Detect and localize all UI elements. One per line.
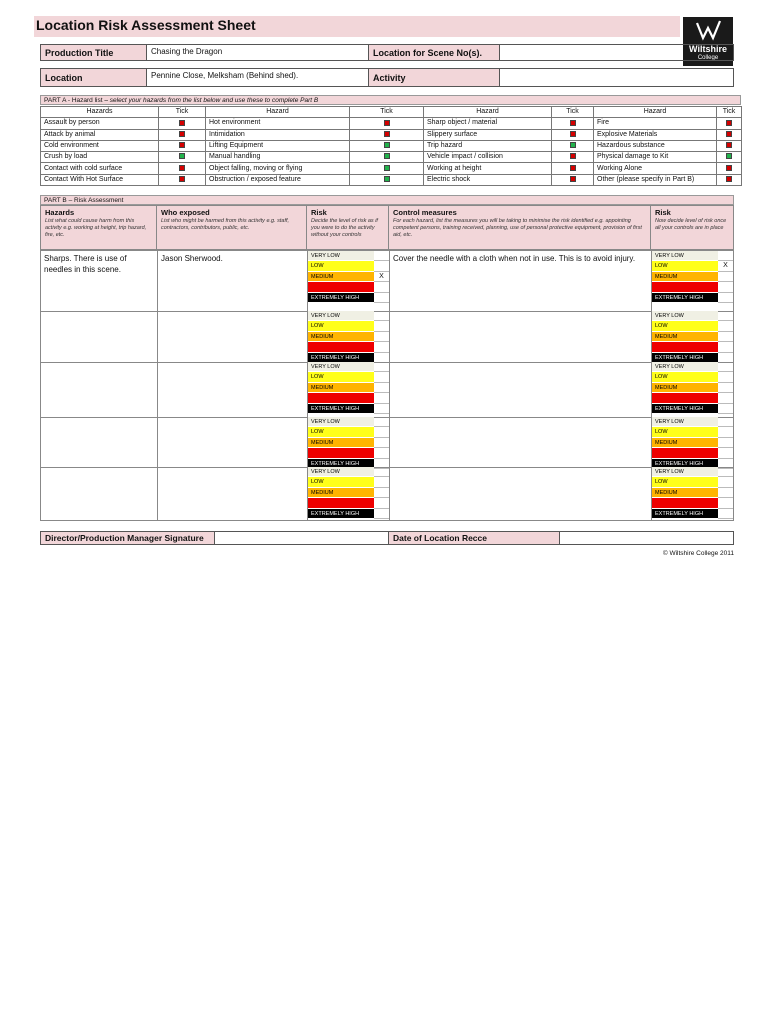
risk-mark-cell[interactable] xyxy=(374,467,389,477)
risk-mark-cell[interactable] xyxy=(718,311,733,321)
risk-after-scale xyxy=(652,251,718,303)
hazard-tick-cell xyxy=(717,174,742,185)
risk-level: MEDIUM xyxy=(308,488,374,498)
exposed-column-head xyxy=(157,206,307,251)
exposed-cell[interactable]: Jason Sherwood. xyxy=(161,254,223,263)
risk-mark-cell[interactable] xyxy=(374,448,389,458)
risk-mark-cell[interactable] xyxy=(718,509,733,519)
hazard-row xyxy=(41,129,742,140)
risk-before-scale xyxy=(308,251,374,303)
exposed-heading: Who exposed xyxy=(161,208,210,217)
hazard-tick-cell xyxy=(159,163,206,174)
risk-level: HIGH xyxy=(308,342,374,352)
hazard-row xyxy=(41,118,742,129)
activity-field[interactable] xyxy=(500,69,733,86)
risk-level: LOW xyxy=(652,427,718,437)
control-heading: Control measures xyxy=(393,208,457,217)
risk-mark-cell[interactable] xyxy=(718,393,733,403)
risk-mark-cell[interactable] xyxy=(718,417,733,427)
col-tick: Tick xyxy=(717,107,742,118)
risk-mark-cell[interactable] xyxy=(374,427,389,437)
risk-level: EXTREMELY HIGH xyxy=(308,353,374,363)
risk-before-scale-marks xyxy=(374,311,389,363)
hazard-name: Explosive Materials xyxy=(594,129,717,140)
risk-level: VERY LOW xyxy=(652,417,718,427)
hazard-tick-cell xyxy=(717,152,742,163)
logo-mark-icon xyxy=(683,19,733,41)
hazard-cell[interactable]: Sharps. There is use of needles in this scene. xyxy=(44,254,127,274)
risk-mark-cell[interactable] xyxy=(374,332,389,342)
hazard-tick-cell xyxy=(350,118,424,129)
hazard-tick-cell xyxy=(159,118,206,129)
risk-level: VERY LOW xyxy=(652,467,718,477)
risk-before-scale-marks xyxy=(374,251,389,303)
risk-level: HIGH xyxy=(652,393,718,403)
checkbox-ticked-icon[interactable] xyxy=(726,153,732,159)
risk-level: MEDIUM xyxy=(308,272,374,282)
hazard-name: Working Alone xyxy=(594,163,717,174)
checkbox-ticked-icon[interactable] xyxy=(384,142,390,148)
checkbox-unticked-icon[interactable] xyxy=(726,165,732,171)
risk-mark-cell[interactable] xyxy=(718,448,733,458)
col-hazard: Hazard xyxy=(206,107,350,118)
hazard-tick-cell xyxy=(717,118,742,129)
part-a-heading-bold: PART A - Hazard list xyxy=(44,97,103,104)
risk-mark-cell[interactable] xyxy=(718,251,733,261)
risk-level: EXTREMELY HIGH xyxy=(652,459,718,469)
hazard-name: Fire xyxy=(594,118,717,129)
col-hazard: Hazards xyxy=(41,107,159,118)
risk-mark-cell[interactable] xyxy=(374,383,389,393)
title-bar xyxy=(34,16,680,37)
control-cell[interactable]: Cover the needle with a cloth when not in use. This is to avoid injury. xyxy=(393,254,636,263)
risk-level: VERY LOW xyxy=(308,251,374,261)
risk-mark-cell[interactable] xyxy=(374,372,389,382)
risk-after-scale xyxy=(652,417,718,469)
risk-level: VERY LOW xyxy=(308,362,374,372)
hazard-tick-cell xyxy=(350,174,424,185)
checkbox-unticked-icon[interactable] xyxy=(726,176,732,182)
risk-mark-cell[interactable] xyxy=(374,498,389,508)
hazard-name: Sharp object / material xyxy=(424,118,552,129)
risk-level: MEDIUM xyxy=(652,438,718,448)
risk-mark-cell[interactable] xyxy=(374,393,389,403)
risk-level: LOW xyxy=(308,321,374,331)
hazard-tick-cell xyxy=(717,163,742,174)
risk-level: EXTREMELY HIGH xyxy=(652,293,718,303)
risk-mark-cell[interactable] xyxy=(374,311,389,321)
risk-level: HIGH xyxy=(652,282,718,292)
checkbox-unticked-icon[interactable] xyxy=(570,131,576,137)
risk-mark-cell[interactable] xyxy=(374,293,389,303)
risk-mark-cell[interactable] xyxy=(374,509,389,519)
signature-field[interactable] xyxy=(215,532,389,544)
risk-before-scale xyxy=(308,311,374,363)
control-column-head xyxy=(389,206,651,251)
hazard-row xyxy=(41,140,742,151)
checkbox-unticked-icon[interactable] xyxy=(384,120,390,126)
risk-before-scale-marks xyxy=(374,417,389,469)
hazard-name: Slippery surface xyxy=(424,129,552,140)
risk-level: VERY LOW xyxy=(308,311,374,321)
risk-level: LOW xyxy=(308,427,374,437)
risk-mark-cell[interactable] xyxy=(718,282,733,292)
checkbox-unticked-icon[interactable] xyxy=(179,120,185,126)
risk-mark-cell[interactable] xyxy=(718,383,733,393)
risk-mark-cell[interactable] xyxy=(374,342,389,352)
risk-after-column-head xyxy=(651,206,735,251)
risk-level: EXTREMELY HIGH xyxy=(308,509,374,519)
risk-level: HIGH xyxy=(308,498,374,508)
risk-mark-cell[interactable] xyxy=(718,372,733,382)
risk-level: HIGH xyxy=(652,342,718,352)
risk-mark-cell[interactable] xyxy=(718,332,733,342)
risk-after-description: Now decide level of risk once all your controls are in place xyxy=(655,218,727,231)
risk-before-scale-marks xyxy=(374,362,389,414)
risk-level: EXTREMELY HIGH xyxy=(652,353,718,363)
risk-before-description: Decide the level of risk as if you were to do the activity without your controls xyxy=(311,218,378,238)
checkbox-ticked-icon[interactable] xyxy=(570,142,576,148)
hazard-tick-cell xyxy=(552,129,594,140)
risk-level: HIGH xyxy=(652,448,718,458)
hazard-name: Intimidation xyxy=(206,129,350,140)
location-label: Location xyxy=(41,69,147,86)
risk-mark-cell[interactable] xyxy=(718,342,733,352)
risk-level: EXTREMELY HIGH xyxy=(308,459,374,469)
checkbox-unticked-icon[interactable] xyxy=(179,131,185,137)
risk-mark-cell[interactable] xyxy=(718,272,733,282)
risk-table-header xyxy=(40,205,734,250)
risk-before-heading: Risk xyxy=(311,208,327,217)
risk-mark-cell[interactable] xyxy=(374,251,389,261)
hazards-heading: Hazards xyxy=(45,208,75,217)
signature-label: Director/Production Manager Signature xyxy=(41,532,215,544)
risk-level: HIGH xyxy=(308,448,374,458)
checkbox-unticked-icon[interactable] xyxy=(179,142,185,148)
recce-date-field[interactable] xyxy=(560,532,733,544)
risk-before-scale-marks xyxy=(374,467,389,519)
hazard-row xyxy=(41,174,742,185)
risk-after-scale-marks xyxy=(718,311,733,363)
production-row xyxy=(40,44,734,61)
risk-level: VERY LOW xyxy=(652,251,718,261)
col-hazard: Hazard xyxy=(594,107,717,118)
checkbox-unticked-icon[interactable] xyxy=(179,176,185,182)
risk-level: LOW xyxy=(308,477,374,487)
location-row xyxy=(40,68,734,87)
risk-level: VERY LOW xyxy=(652,311,718,321)
risk-after-scale xyxy=(652,362,718,414)
hazard-tick-cell xyxy=(350,140,424,151)
hazard-tick-cell xyxy=(552,118,594,129)
risk-mark-cell[interactable] xyxy=(718,467,733,477)
risk-after-scale-marks xyxy=(718,362,733,414)
hazard-name: Contact With Hot Surface xyxy=(41,174,159,185)
risk-before-column-head xyxy=(307,206,389,251)
hazard-table-header xyxy=(41,107,742,118)
hazard-tick-cell xyxy=(350,163,424,174)
col-tick: Tick xyxy=(159,107,206,118)
risk-level: LOW xyxy=(652,261,718,271)
risk-after-heading: Risk xyxy=(655,208,671,217)
hazard-name: Hazardous substance xyxy=(594,140,717,151)
risk-mark-cell[interactable] xyxy=(374,321,389,331)
part-a-heading xyxy=(40,95,741,105)
risk-mark-cell[interactable]: X xyxy=(374,272,389,282)
column-divider xyxy=(157,251,158,520)
risk-mark-cell[interactable] xyxy=(374,438,389,448)
risk-after-scale-marks xyxy=(718,251,733,303)
page-title: Location Risk Assessment Sheet xyxy=(36,17,256,33)
risk-mark-cell[interactable] xyxy=(374,362,389,372)
checkbox-unticked-icon[interactable] xyxy=(570,165,576,171)
checkbox-unticked-icon[interactable] xyxy=(179,165,185,171)
hazards-column-head xyxy=(41,206,157,251)
risk-level: LOW xyxy=(652,372,718,382)
risk-mark-cell[interactable]: X xyxy=(718,261,733,271)
risk-level: MEDIUM xyxy=(652,332,718,342)
checkbox-unticked-icon[interactable] xyxy=(570,153,576,159)
risk-before-scale xyxy=(308,417,374,469)
risk-level: LOW xyxy=(308,261,374,271)
hazard-name: Cold environment xyxy=(41,140,159,151)
checkbox-ticked-icon[interactable] xyxy=(384,165,390,171)
risk-after-scale-marks xyxy=(718,417,733,469)
hazard-name: Lifting Equipment xyxy=(206,140,350,151)
copyright: © Wiltshire College 2011 xyxy=(662,550,734,557)
risk-mark-cell[interactable] xyxy=(374,404,389,414)
risk-before-scale xyxy=(308,467,374,519)
scene-field[interactable] xyxy=(500,45,733,60)
risk-level: HIGH xyxy=(652,498,718,508)
checkbox-ticked-icon[interactable] xyxy=(384,176,390,182)
risk-mark-cell[interactable] xyxy=(718,293,733,303)
checkbox-ticked-icon[interactable] xyxy=(179,153,185,159)
production-title-label: Production Title xyxy=(41,45,147,60)
hazard-name: Electric shock xyxy=(424,174,552,185)
production-title-field[interactable]: Chasing the Dragon xyxy=(147,45,369,60)
risk-mark-cell[interactable] xyxy=(718,477,733,487)
checkbox-unticked-icon[interactable] xyxy=(726,120,732,126)
risk-level: EXTREMELY HIGH xyxy=(652,509,718,519)
hazard-name: Crush by load xyxy=(41,152,159,163)
activity-label: Activity xyxy=(369,69,500,86)
risk-level: MEDIUM xyxy=(308,383,374,393)
exposed-description: List who might be harmed from this activity e.g. staff, contractors, contributors, public, etc. xyxy=(161,218,290,231)
risk-level: EXTREMELY HIGH xyxy=(308,404,374,414)
hazard-name: Trip hazard xyxy=(424,140,552,151)
risk-level: MEDIUM xyxy=(308,332,374,342)
hazard-tick-cell xyxy=(350,129,424,140)
hazard-name: Hot environment xyxy=(206,118,350,129)
recce-date-label: Date of Location Recce xyxy=(389,532,560,544)
risk-after-scale-marks xyxy=(718,467,733,519)
column-divider xyxy=(389,251,390,520)
risk-mark-cell[interactable] xyxy=(718,404,733,414)
risk-mark-cell[interactable] xyxy=(374,488,389,498)
scene-label: Location for Scene No(s). xyxy=(369,45,500,60)
risk-level: LOW xyxy=(308,372,374,382)
checkbox-unticked-icon[interactable] xyxy=(726,142,732,148)
signature-row xyxy=(40,531,734,545)
risk-after-scale xyxy=(652,467,718,519)
part-a-heading-italic: – select your hazards from the list below and use these to complete Part B xyxy=(102,97,319,104)
hazard-name: Attack by animal xyxy=(41,129,159,140)
location-field[interactable]: Pennine Close, Melksham (Behind shed). xyxy=(147,69,369,86)
hazard-name: Working at height xyxy=(424,163,552,174)
col-tick: Tick xyxy=(350,107,424,118)
risk-before-scale xyxy=(308,362,374,414)
hazard-tick-cell xyxy=(552,174,594,185)
logo-line-1: Wiltshire xyxy=(689,44,727,54)
checkbox-unticked-icon[interactable] xyxy=(726,131,732,137)
risk-level: MEDIUM xyxy=(308,438,374,448)
checkbox-unticked-icon[interactable] xyxy=(570,176,576,182)
part-b-heading: PART B – Risk Assessment xyxy=(40,195,734,205)
hazard-tick-cell xyxy=(552,152,594,163)
risk-mark-cell[interactable] xyxy=(718,498,733,508)
risk-level: VERY LOW xyxy=(308,417,374,427)
checkbox-ticked-icon[interactable] xyxy=(384,153,390,159)
hazard-name: Contact with cold surface xyxy=(41,163,159,174)
risk-after-scale xyxy=(652,311,718,363)
hazard-tick-cell xyxy=(350,152,424,163)
hazard-name: Object falling, moving or flying xyxy=(206,163,350,174)
hazard-name: Physical damage to Kit xyxy=(594,152,717,163)
risk-level: VERY LOW xyxy=(308,467,374,477)
risk-mark-cell[interactable] xyxy=(374,417,389,427)
risk-mark-cell[interactable] xyxy=(718,438,733,448)
hazard-name: Obstruction / exposed feature xyxy=(206,174,350,185)
risk-mark-cell[interactable] xyxy=(374,282,389,292)
hazard-tick-cell xyxy=(552,140,594,151)
hazards-description: List what could cause harm from this activity e.g. working at height, trip hazard, fire, etc. xyxy=(45,218,147,238)
hazard-tick-cell xyxy=(159,174,206,185)
risk-level: VERY LOW xyxy=(652,362,718,372)
risk-mark-cell[interactable] xyxy=(718,362,733,372)
hazard-name: Vehicle impact / collision xyxy=(424,152,552,163)
hazard-name: Assault by person xyxy=(41,118,159,129)
risk-level: MEDIUM xyxy=(652,272,718,282)
hazard-row xyxy=(41,152,742,163)
risk-mark-cell[interactable] xyxy=(718,488,733,498)
hazard-tick-cell xyxy=(159,129,206,140)
hazard-table xyxy=(40,106,742,186)
risk-level: EXTREMELY HIGH xyxy=(652,404,718,414)
risk-mark-cell[interactable] xyxy=(718,321,733,331)
risk-level: LOW xyxy=(652,321,718,331)
hazard-tick-cell xyxy=(717,140,742,151)
col-tick: Tick xyxy=(552,107,594,118)
risk-level: LOW xyxy=(652,477,718,487)
risk-level: MEDIUM xyxy=(652,383,718,393)
hazard-tick-cell xyxy=(159,152,206,163)
risk-mark-cell[interactable] xyxy=(718,427,733,437)
risk-level: HIGH xyxy=(308,282,374,292)
col-hazard: Hazard xyxy=(424,107,552,118)
risk-mark-cell[interactable] xyxy=(374,261,389,271)
logo-line-2: College xyxy=(697,55,719,61)
control-description: For each hazard, list the measures you will be taking to minimise the risk identified e.g. appointing competent persons, training received, planning, use of personal protective equipment, provision of first aid, etc. xyxy=(393,218,642,238)
hazard-name: Other (please specify in Part B) xyxy=(594,174,717,185)
risk-level: HIGH xyxy=(308,393,374,403)
checkbox-unticked-icon[interactable] xyxy=(384,131,390,137)
hazard-tick-cell xyxy=(159,140,206,151)
risk-table-body xyxy=(40,250,734,521)
risk-mark-cell[interactable] xyxy=(374,477,389,487)
hazard-tick-cell xyxy=(552,163,594,174)
hazard-tick-cell xyxy=(717,129,742,140)
risk-level: EXTREMELY HIGH xyxy=(308,293,374,303)
risk-level: MEDIUM xyxy=(652,488,718,498)
hazard-row xyxy=(41,163,742,174)
hazard-name: Manual handling xyxy=(206,152,350,163)
checkbox-unticked-icon[interactable] xyxy=(570,120,576,126)
